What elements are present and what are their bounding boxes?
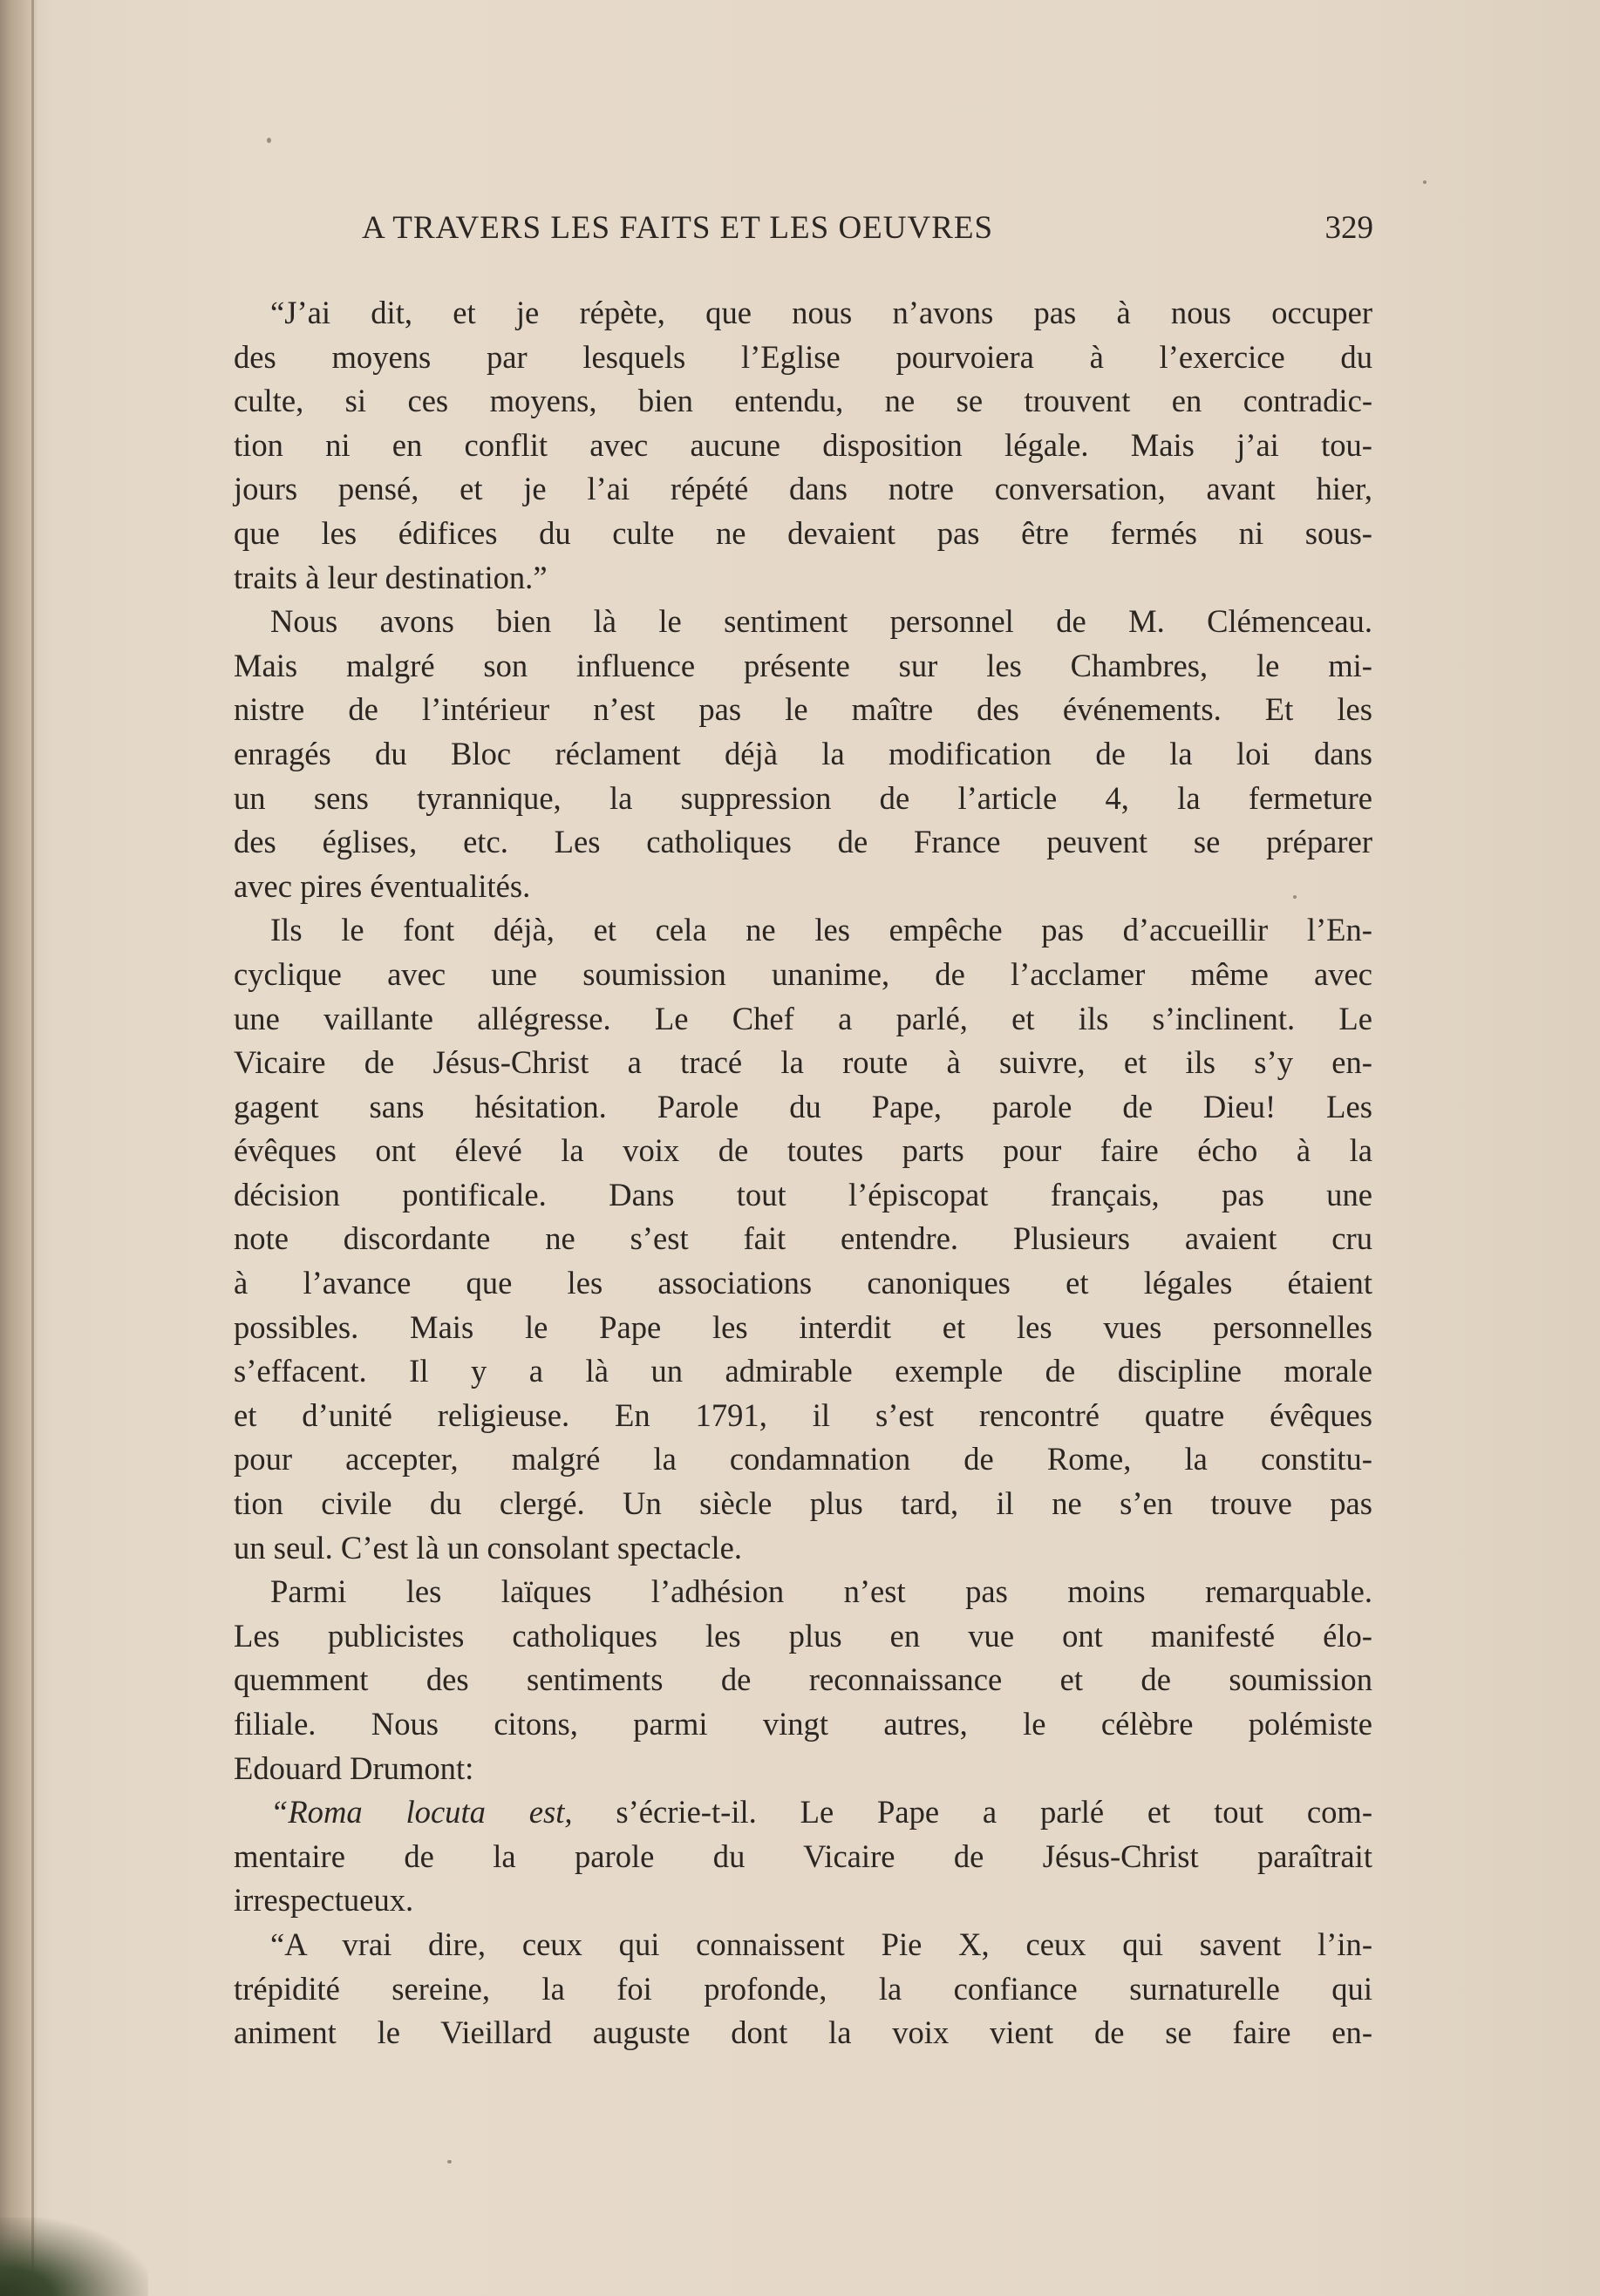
text-line: filiale. Nous citons, parmi vingt autres, le célèbre polémiste [234,1706,1372,1742]
text-line: traits à leur destination.” [234,559,548,595]
text-line: s’effacent. Il y a là un admirable exemple de discipline morale [234,1353,1372,1389]
running-head [362,209,1373,253]
text-line: avec pires éventualités. [234,867,531,904]
text-line: à l’avance que les associations canoniques et légales étaient [234,1265,1372,1301]
text-line: Nous avons bien là le sentiment personnel de M. Clémenceau. [270,603,1372,640]
text-line: que les édifices du culte ne devaient pas être fermés ni sous- [234,514,1372,551]
text-line: quemment des sentiments de reconnaissance et de soumission [234,1661,1372,1698]
text-line: jours pensé, et je l’ai répété dans notre conversation, avant hier, [234,471,1372,507]
text-line: un sens tyrannique, la suppression de l’article 4, la fermeture [234,779,1372,816]
text-line: et d’unité religieuse. En 1791, il s’est rencontré quatre évêques [234,1396,1372,1433]
text-line: mentaire de la parole du Vicaire de Jésus-Christ paraîtrait [234,1837,1372,1874]
latin-quote: “Roma locuta est, [270,1794,573,1831]
page-number: 329 [1324,210,1373,246]
text-line: culte, si ces moyens, bien entendu, ne se trouvent en contradic- [234,383,1372,419]
text-line: Ils le font déjà, et cela ne les empêche pas d’accueillir l’En- [270,912,1372,948]
text-line: Edouard Drumont: [234,1749,474,1786]
text-line: pour accepter, malgré la condamnation de Rome, la constitu- [234,1441,1372,1477]
text-line: gagent sans hésitation. Parole du Pape, parole de Dieu! Les [234,1088,1372,1124]
paper-speck [447,2160,452,2164]
paper-speck [267,138,271,143]
text-line: irrespectueux. [234,1882,414,1919]
running-title: A TRAVERS LES FAITS ET LES OEUVRES [362,210,994,246]
text-line: Vicaire de Jésus-Christ a tracé la route à suivre, et ils s’y en- [234,1044,1372,1081]
text-line: un seul. C’est là un consolant spectacle. [234,1529,743,1566]
text-line: tion civile du clergé. Un siècle plus tard, il ne s’en trouve pas [234,1485,1372,1522]
text-line: Les publicistes catholiques les plus en vue ont manifesté élo- [234,1617,1372,1654]
quote-line [234,1790,1372,1835]
text-line: une vaillante allégresse. Le Chef a parlé, et ils s’inclinent. Le [234,1000,1372,1036]
quote-text: s’écrie-t-il. Le Pape a parlé et tout com- [572,1794,1372,1831]
text-line: note discordante ne s’est fait entendre. Plusieurs avaient cru [234,1220,1372,1257]
corner-shadow [0,2218,148,2296]
text-line: enragés du Bloc réclament déjà la modification de la loi dans [234,735,1372,771]
text-line: animent le Vieillard auguste dont la voix vient de se faire en- [234,2014,1372,2051]
text-line: possibles. Mais le Pape les interdit et les vues personnelles [234,1308,1372,1345]
text-line: trépidité sereine, la foi profonde, la confiance surnaturelle qui [234,1970,1372,2007]
text-line: évêques ont élevé la voix de toutes parts pour faire écho à la [234,1132,1372,1169]
text-line: tion ni en conflit avec aucune disposition légale. Mais j’ai tou- [234,426,1372,463]
text-line: “A vrai dire, ceux qui connaissent Pie X, ceux qui savent l’in- [270,1926,1372,1962]
text-line: nistre de l’intérieur n’est pas le maître des événements. Et les [234,691,1372,728]
text-line: cyclique avec une soumission unanime, de l’acclamer même avec [234,955,1372,992]
text-line: des églises, etc. Les catholiques de France peuvent se préparer [234,824,1372,860]
text-line: Mais malgré son influence présente sur les Chambres, le mi- [234,647,1372,683]
body-text [234,291,1372,2055]
text-line: des moyens par lesquels l’Eglise pourvoiera à l’exercice du [234,338,1372,375]
text-line: Parmi les laïques l’adhésion n’est pas moins remarquable. [270,1573,1372,1610]
text-line: “J’ai dit, et je répète, que nous n’avons pas à nous occuper [270,295,1372,330]
paper-speck [1423,180,1426,184]
text-line: décision pontificale. Dans tout l’épiscopat français, pas une [234,1176,1372,1213]
binding-crease [31,0,34,2296]
